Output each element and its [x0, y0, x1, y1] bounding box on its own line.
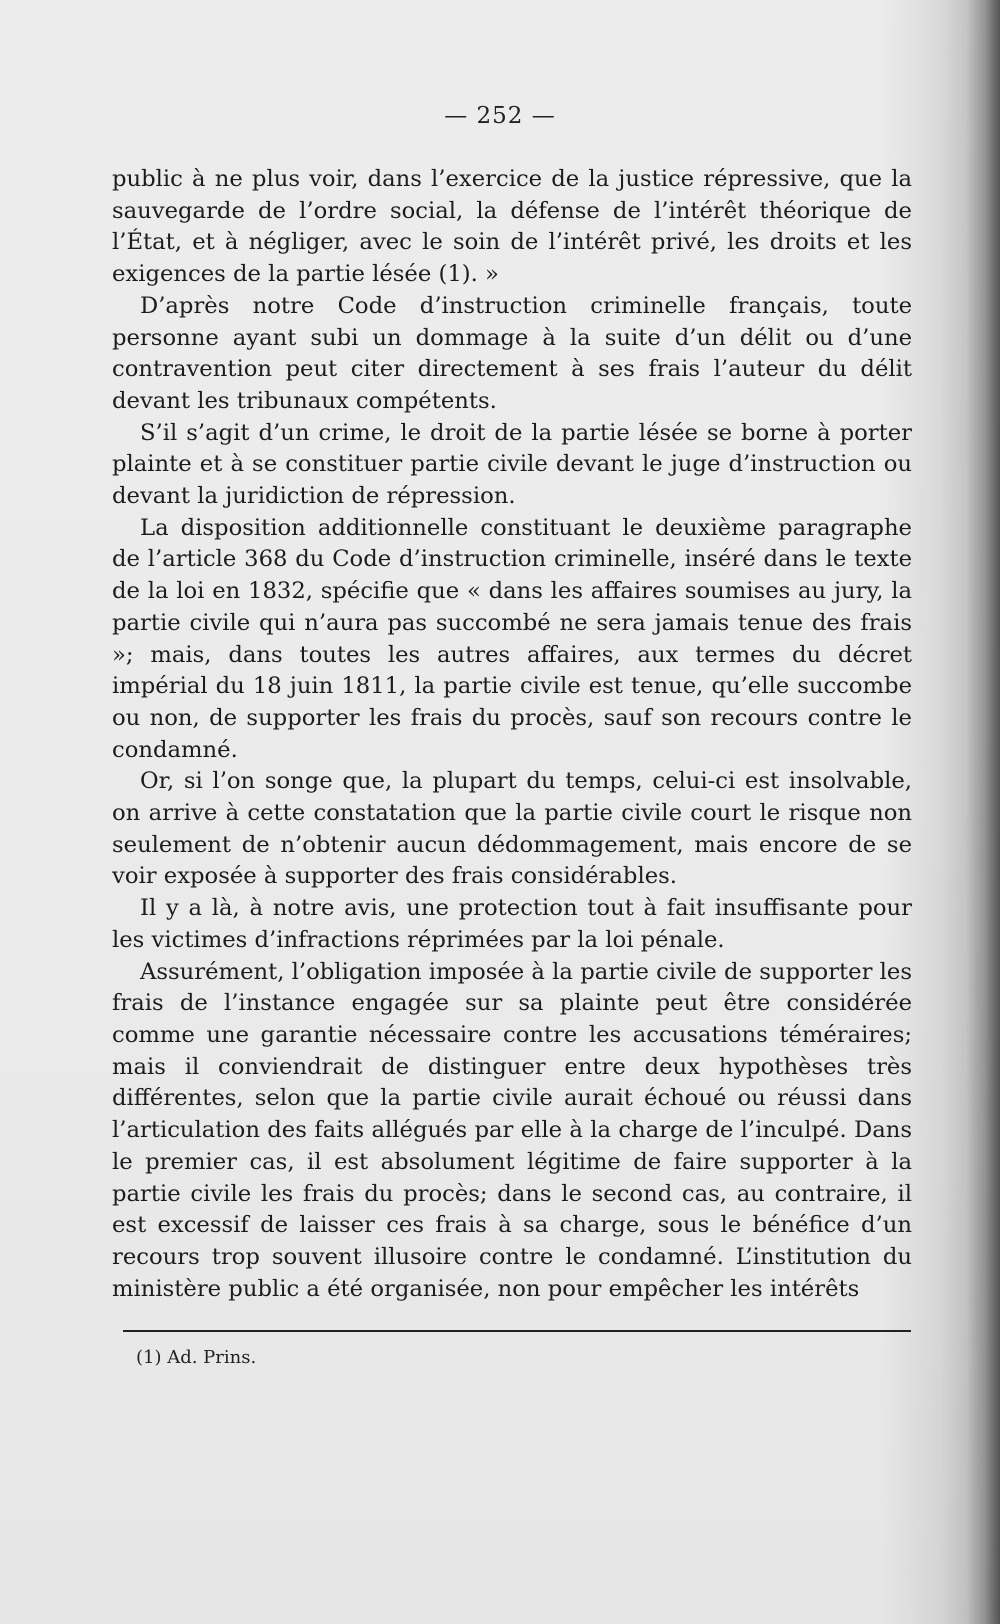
page-edge-shadow	[966, 0, 1000, 1624]
page-number: — 252 —	[444, 103, 556, 129]
paragraph-1: public à ne plus voir, dans l’exercice de la justice répressive, que la sauvegarde de l’ordre social, la défense de l’intérêt théorique de l’État, et à négliger, avec le soin de l’intérêt privé, les droits et les exigences de la partie lésée (1). »	[112, 166, 912, 288]
paragraph-5: Or, si l’on songe que, la plupart du temps, celui-ci est insolvable, on arrive à cette constatation que la partie civile court le risque non seulement de n’obtenir aucun dédommagement, mais encore de se voir exposée à supporter des frais considérables.	[112, 768, 912, 890]
body-text	[112, 164, 912, 1305]
paragraph-2: D’après notre Code d’instruction criminelle français, toute personne ayant subi un dommage à la suite d’un délit ou d’une contravention peut citer directement à ses frais l’auteur du délit devant les tribunaux compétents.	[112, 292, 912, 414]
paragraph-6: Il y a là, à notre avis, une protection tout à fait insuffisante pour les victimes d’infractions réprimées par la loi pénale.	[112, 895, 912, 953]
paragraph-3: S’il s’agit d’un crime, le droit de la partie lésée se borne à porter plainte et à se constituer partie civile devant le juge d’instruction ou devant la juridiction de répression.	[112, 419, 912, 510]
footnote-divider	[123, 1330, 911, 1332]
footnote: (1) Ad. Prins.	[136, 1347, 257, 1368]
paragraph-4: La disposition additionnelle constituant le deuxième paragraphe de l’article 368 du Code d’instruction criminelle, inséré dans le texte de la loi en 1832, spécifie que « dans les affaires soumises au jury, la partie civile qui n’aura pas succombé ne sera jamais tenue des frais »; mais, dans toutes les autres affaires, aux termes du décret impérial du 18 juin 1811, la partie civile est tenue, qu’elle succombe ou non, de supporter les frais du procès, sauf son recours contre le condamné.	[112, 514, 912, 763]
paragraph-7: Assurément, l’obligation imposée à la partie civile de supporter les frais de l’instance engagée sur sa plainte peut être considérée comme une garantie nécessaire contre les accusations téméraires; mais il conviendrait de distinguer entre deux hypothèses très différentes, selon que la partie civile aurait échoué ou réussi dans l’articulation des faits allégués par elle à la charge de l’inculpé. Dans le premier cas, il est absolument légitime de faire supporter à la partie civile les frais du procès; dans le second cas, au contraire, il est excessif de laisser ces frais à sa charge, sous le bénéfice d’un recours trop souvent illusoire contre le condamné. L’institution du ministère public a été organisée, non pour empêcher les intérêts	[112, 958, 912, 1302]
